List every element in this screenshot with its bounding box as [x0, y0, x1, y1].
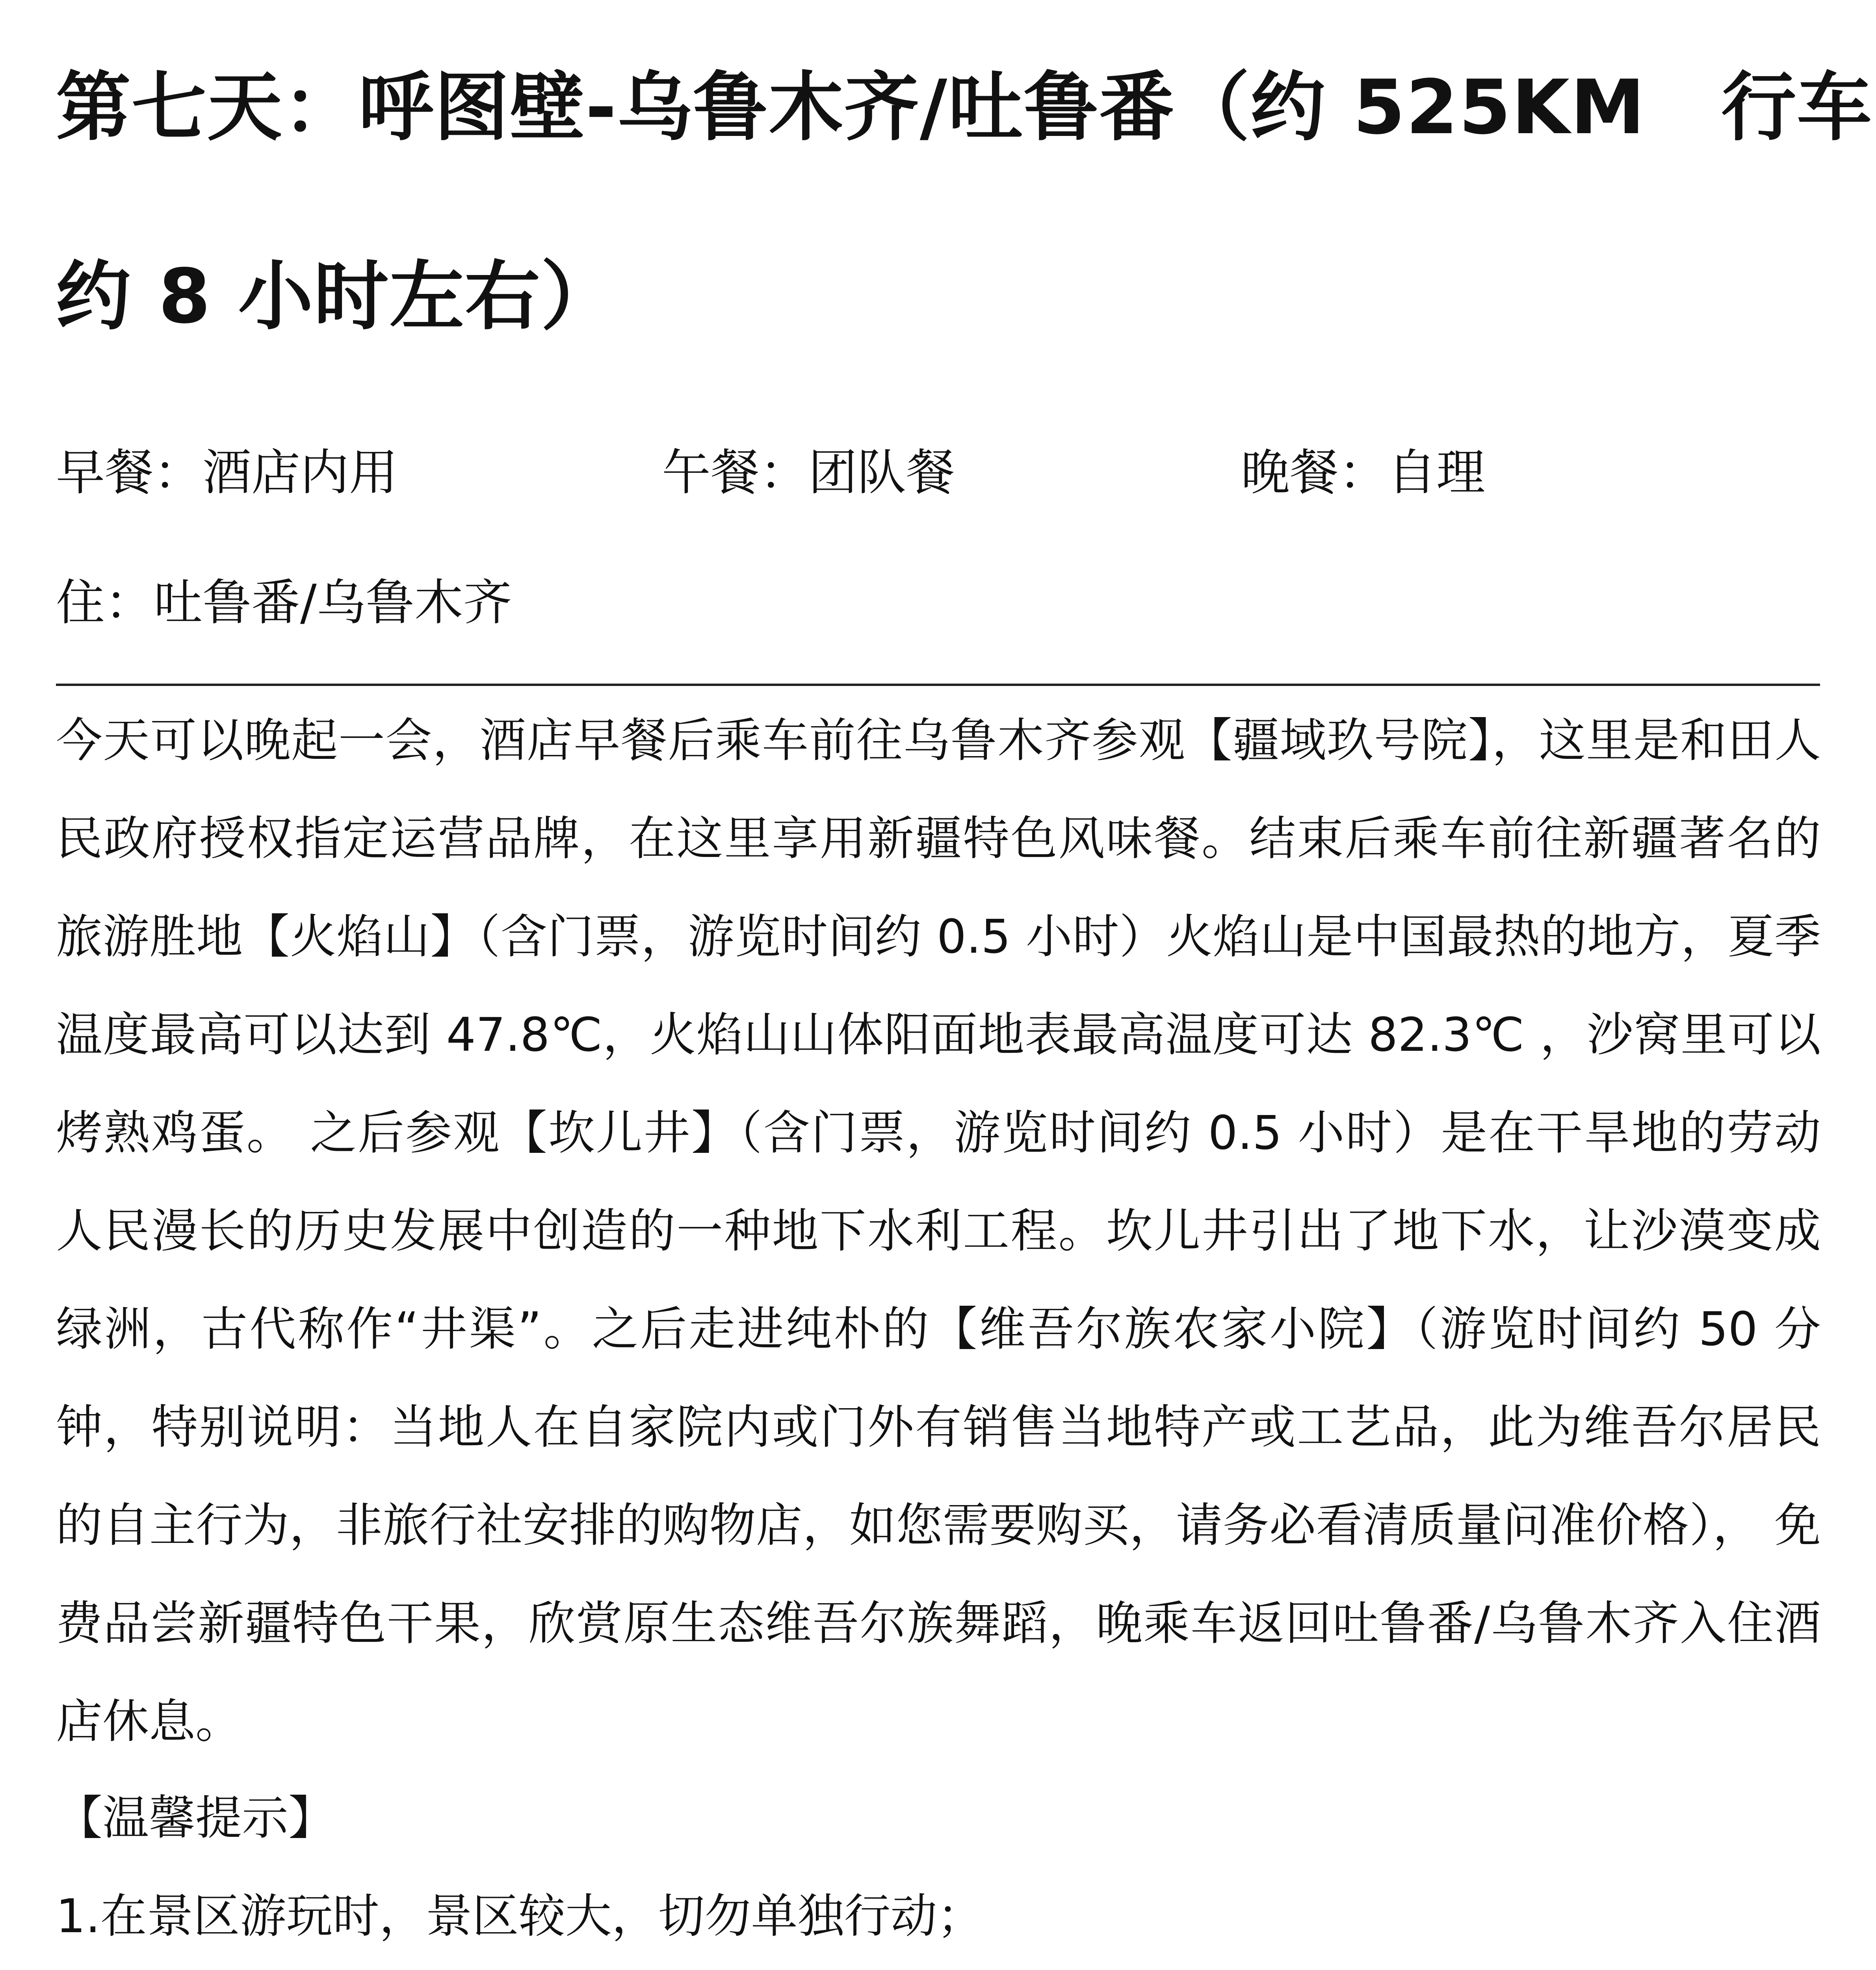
day7-dinner: 晚餐：自理: [1241, 444, 1486, 501]
tip-item: 1.在景区游玩时，景区较大，切勿单独行动；: [56, 1889, 984, 1943]
day7-stay: 住：吐鲁番/乌鲁木齐: [56, 574, 512, 631]
day7-description: 今天可以晚起一会，酒店早餐后乘车前往乌鲁木齐参观【疆域玖号院】，这里是和田人民政府授权指定运营品牌，在这里享用新疆特色风味餐。结束后乘车前往新疆著名的旅游胜地【火焰山】（含门票，游览时间约 0.5 小时）火焰山是中国最热的地方，夏季温度最高可以达到 47.8℃，火焰山山体阳面地表最高温度可达 82.3℃ ，沙窝里可以烤熟鸡蛋。 之后参观【坎儿井】（含门票，游览时间约 0.5 小时）是在干旱地的劳动人民漫长的历史发展中创造的一种地下水利工程。坎儿井引出了地下水，让沙漠变成绿洲，古代称作“井渠”。之后走进纯朴的【维吾尔族农家小院】（游览时间约 50 分钟，特别说明：当地人在自家院内或门外有销售当地特产或工艺品，此为维吾尔居民的自主行为，非旅行社安排的购物店，如您需要购买，请务必看清质量问准价格）， 免费品尝新疆特色干果，欣赏原生态维吾尔族舞蹈，晚乘车返回吐鲁番/乌鲁木齐入住酒店休息。: [56, 713, 1821, 1749]
day7-title-line1: 第七天：呼图壁-乌鲁木齐/吐鲁番（约 525KM 行车: [56, 64, 1873, 151]
tip-item: [56, 1965, 1170, 1970]
day7-lunch: 午餐：团队餐: [662, 444, 955, 501]
day7-breakfast: 早餐：酒店内用: [56, 444, 398, 501]
day7-title-line2: 约 8 小时左右）: [56, 253, 617, 340]
day7-divider: [56, 684, 1820, 686]
day7-tips: [56, 1769, 1170, 1970]
tips-heading: 【温馨提示】: [56, 1791, 335, 1845]
